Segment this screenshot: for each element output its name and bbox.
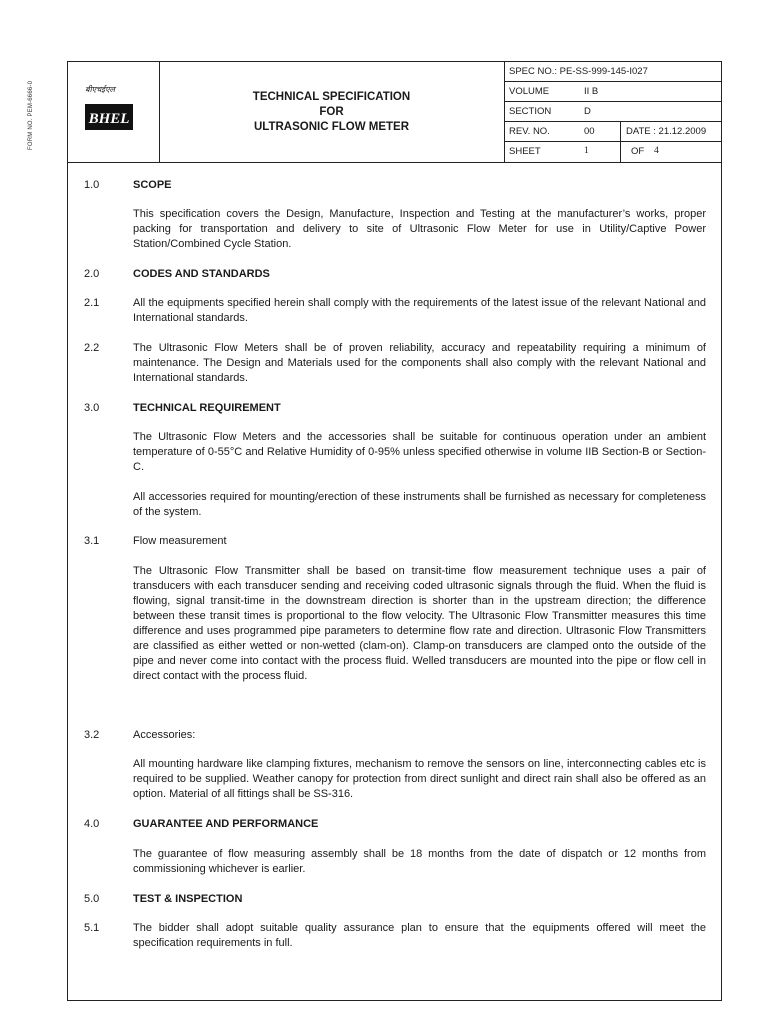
section-number: 2.0 [84,268,100,280]
clause-number: 5.1 [84,922,100,934]
bhel-logo-icon [85,104,133,130]
rev-divider [620,122,621,141]
logo-cell [68,62,160,162]
clause-number: 2.2 [84,342,100,354]
document-title [159,62,505,162]
spec-row-rev [504,122,721,142]
section-heading: GUARANTEE AND PERFORMANCE [133,818,319,830]
rev-label: REV. NO. [509,126,550,137]
clause-label: Accessories: [133,729,196,741]
section-number: 3.0 [84,402,100,414]
sheet-value: 1 [584,146,589,156]
form-number-label: FORM NO. PEM-6666-0 [28,80,34,150]
spec-row-section [504,102,721,122]
paragraph: All accessories required for mounting/erection of these instruments shall be furnished as necessary for completeness of the system. [133,491,706,518]
paragraph: All the equipments specified herein shall comply with the requirements of the latest issue of the relevant National and International standards. [133,297,706,324]
paragraph: This specification covers the Design, Manufacture, Inspection and Testing at the manufacturer’s works, proper packing for transportation and delivery to site of Ultrasonic Flow Meter for use in Utility/Captive Power Station/Combined Cycle Station. [133,208,706,250]
clause-label: Flow measurement [133,535,227,547]
of-value: 4 [654,146,659,156]
spec-row-sheet [504,142,721,162]
paragraph: The Ultrasonic Flow Transmitter shall be based on transit-time flow measurement technique uses a pair of transducers with each transducer sending and receiving coded ultrasonic signals through the fluid. When the fluid is flowing, signal transit-time in the downstream direction is shorter than in the upstream direction; the difference between these transit times is proportional to the flow velocity. The Ultrasonic Flow Transmitter measures this time difference and uses programmed pipe parameters to determine flow rate and direction. Ultrasonic Flow Transmitters are classified as either wetted or non-wetted (clam-on). Clamp-on transducers are clamped onto the outside of the pipe and never come into contact with the process fluid. Welled transducers are mounted into the pipe or flow cell in direct contact with the process fluid. [133,565,706,682]
section-heading: CODES AND STANDARDS [133,268,270,280]
section-label: SECTION [509,106,552,117]
section-heading: TEST & INSPECTION [133,893,243,905]
spec-row-volume [504,82,721,102]
logo-mark-text: BHEL [88,111,130,127]
title-line-3: ULTRASONIC FLOW METER [253,120,410,133]
clause-number: 2.1 [84,297,100,309]
paragraph: All mounting hardware like clamping fixtures, mechanism to remove the sensors on line, interconnecting cables etc is required to be supplied. Weather canopy for protection from direct sunlight and direct rain shall also be offered as an option. Material of all fittings shall be SS-316. [133,758,706,800]
section-value: D [584,106,591,117]
sheet-label: SHEET [509,146,541,157]
paragraph: The guarantee of flow measuring assembly shall be 18 months from the date of dispatch or 12 months from commissioning whichever is earlier. [133,848,706,875]
document-frame [67,61,722,1001]
section-number: 1.0 [84,179,100,191]
rev-date: DATE : 21.12.2009 [626,126,707,137]
section-number: 4.0 [84,818,100,830]
paragraph: The bidder shall adopt suitable quality assurance plan to ensure that the equipments offered will meet the specification requirements in full. [133,922,706,949]
spec-no: SPEC NO.: PE-SS-999-145-I027 [509,66,648,77]
title-line-1: TECHNICAL SPECIFICATION [252,90,411,103]
title-line-2: FOR [319,105,344,118]
section-heading: SCOPE [133,179,172,191]
section-number: 5.0 [84,893,100,905]
paragraph: The Ultrasonic Flow Meters shall be of proven reliability, accuracy and repeatability requiring a minimum of maintenance. The Design and Materials used for the components shall also comply with the relevant National and International standards. [133,342,706,384]
spec-table [504,62,721,162]
clause-number: 3.1 [84,535,100,547]
volume-label: VOLUME [509,86,550,97]
section-heading: TECHNICAL REQUIREMENT [133,402,281,414]
clause-number: 3.2 [84,729,100,741]
volume-value: II B [584,86,599,97]
sheet-divider [620,142,621,162]
of-label: OF [631,146,645,157]
paragraph: The Ultrasonic Flow Meters and the accessories shall be suitable for continuous operation under an ambient temperature of 0-55°C and Relative Humidity of 0-95% unless specified otherwise in volume IIB Section-B or Section-C. [133,431,706,473]
spec-row-spec-no [504,62,721,82]
document-header [68,62,721,163]
rev-value: 00 [584,126,595,137]
logo-hindi-text: बीएचईएल [85,85,115,94]
